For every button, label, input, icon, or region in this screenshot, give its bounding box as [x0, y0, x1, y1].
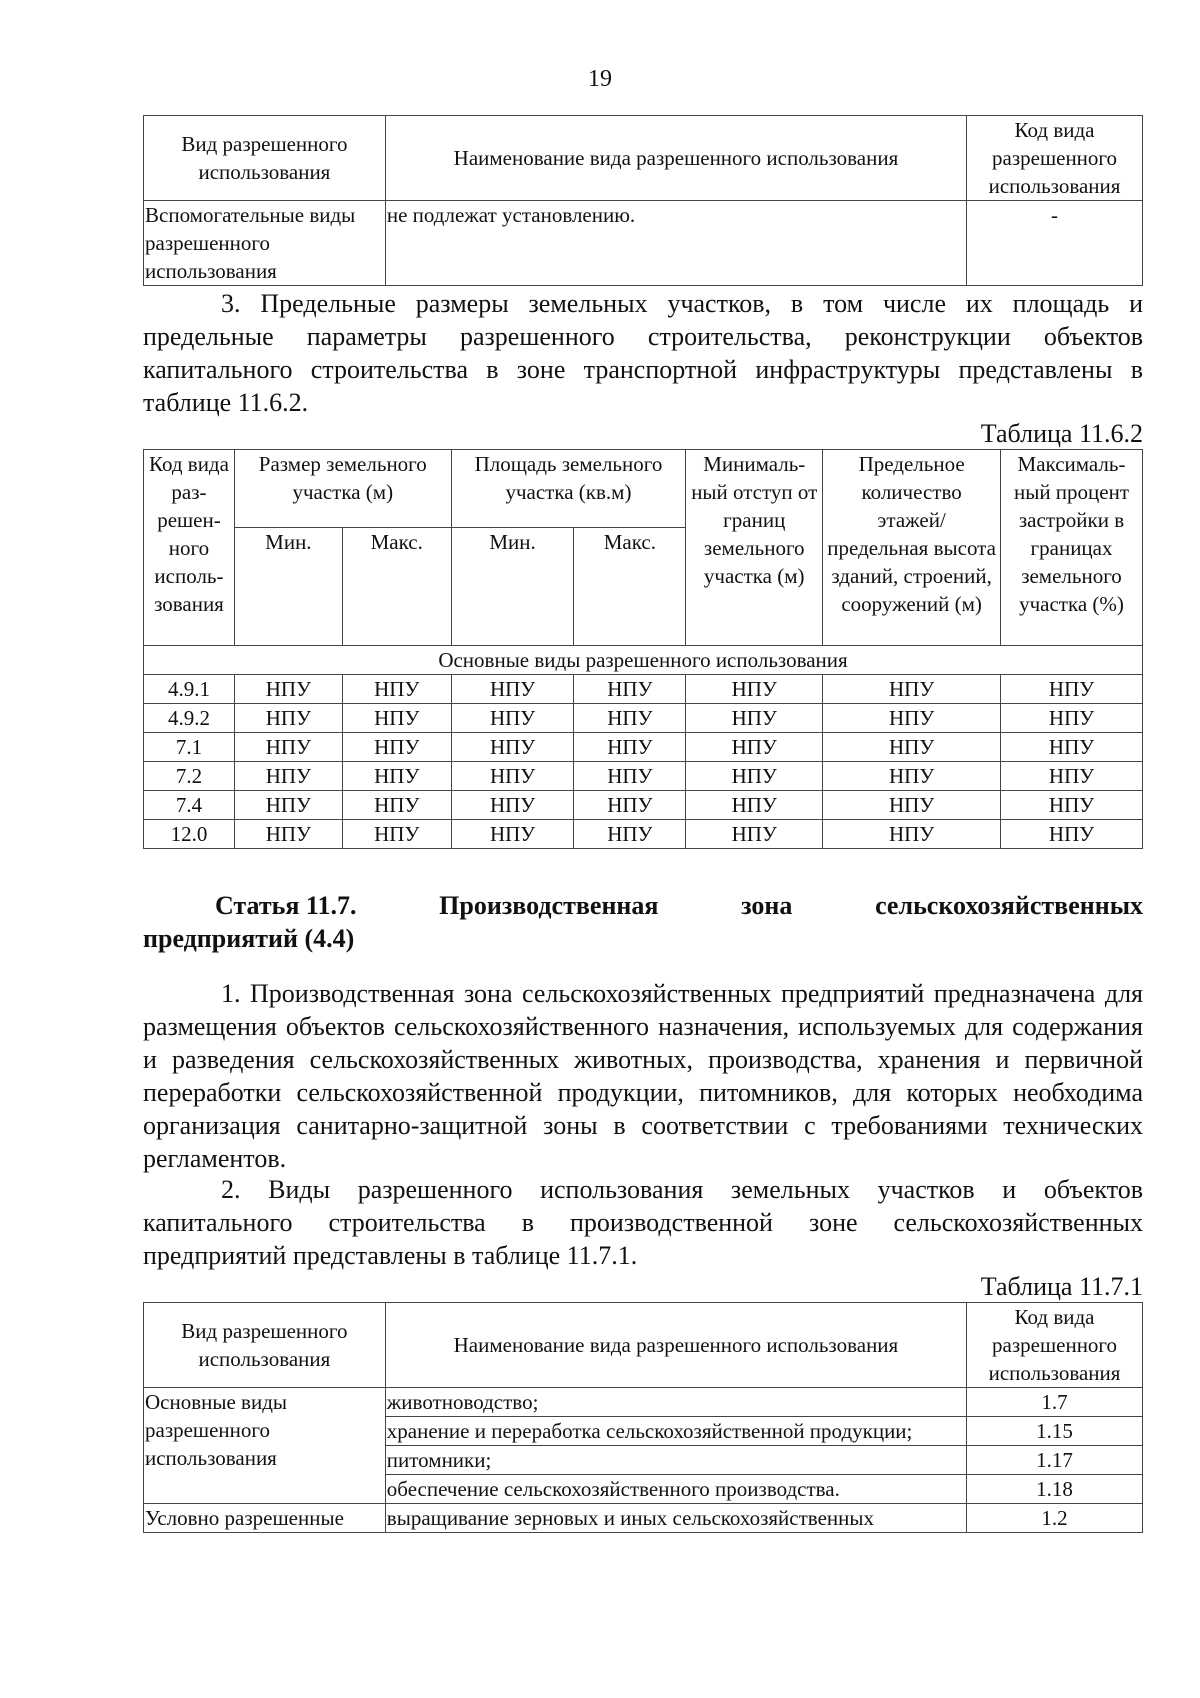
- table-row: [144, 820, 1143, 849]
- t2-cell-code: 4.9.1: [144, 675, 235, 704]
- t2-cell-value: НПУ: [574, 762, 686, 791]
- t2-cell-value: НПУ: [686, 675, 823, 704]
- table-row: [144, 733, 1143, 762]
- t2-header-area-min: Мин.: [451, 528, 574, 646]
- t2-cell-value: НПУ: [1001, 762, 1143, 791]
- t2-cell-value: НПУ: [234, 675, 342, 704]
- t2-cell-value: НПУ: [686, 762, 823, 791]
- t3-row-code: 1.18: [967, 1475, 1143, 1504]
- t2-cell-value: НПУ: [574, 733, 686, 762]
- t3-header-code: Код вида разрешенного использования: [967, 1303, 1143, 1388]
- t2-cell-value: НПУ: [451, 762, 574, 791]
- t2-cell-value: НПУ: [686, 733, 823, 762]
- t3-row-code: 1.17: [967, 1446, 1143, 1475]
- article-heading: [143, 889, 1143, 955]
- t2-cell-code: 7.1: [144, 733, 235, 762]
- t2-header-area-max: Макс.: [574, 528, 686, 646]
- table-11-7-1: [143, 1302, 1143, 1533]
- paragraph-1: 1. Производственная зона сельскохозяйственных предприятий предназначена для размещения объектов сельскохозяйственного назначения, используемых для содержания и разведения сельскохозяйственных животных, производства, хранения и первичной переработки сельскохозяйственной продукции, питомников, для которых необходима организация санитарно-защитной зоны в соответствии с требованиями технических регламентов.: [143, 979, 1143, 1173]
- t2-header-area: Площадь земельного участка (кв.м): [451, 450, 686, 528]
- t2-cell-value: НПУ: [1001, 675, 1143, 704]
- t1-row-name: не подлежат установлению.: [385, 201, 966, 286]
- t1-header-name: Наименование вида разрешенного использования: [385, 116, 966, 201]
- table-continued: [143, 115, 1143, 286]
- t2-cell-value: НПУ: [451, 791, 574, 820]
- t2-cell-value: НПУ: [574, 704, 686, 733]
- table-caption-11-6-2: Таблица 11.6.2: [980, 419, 1143, 448]
- paragraph-3: 3. Предельные размеры земельных участков, в том числе их площадь и предельные параметры разрешенного строительства, реконструкции объектов капитального строительства в зоне транспортной инфраструктуры представлены в таблице 11.6.2.: [143, 289, 1143, 417]
- t2-cell-value: НПУ: [823, 762, 1001, 791]
- t2-header-setback: Минималь-ный отступ от границ земельного участка (м): [686, 450, 823, 646]
- t2-cell-value: НПУ: [574, 675, 686, 704]
- article-heading-word-3: зона: [741, 891, 793, 920]
- table-caption-11-7-1: Таблица 11.7.1: [980, 1272, 1143, 1301]
- t3-row-code: 1.7: [967, 1388, 1143, 1417]
- page-number: 19: [588, 66, 612, 92]
- t3-row-name: хранение и переработка сельскохозяйственной продукции;: [385, 1417, 966, 1446]
- t1-row-type: Вспомогательные виды разрешенного использования: [144, 201, 386, 286]
- t2-cell-value: НПУ: [823, 675, 1001, 704]
- t3-row-name: животноводство;: [385, 1388, 966, 1417]
- t2-cell-value: НПУ: [234, 762, 342, 791]
- t2-cell-value: НПУ: [342, 791, 451, 820]
- t2-cell-value: НПУ: [234, 791, 342, 820]
- t2-cell-value: НПУ: [342, 733, 451, 762]
- t2-cell-value: НПУ: [574, 820, 686, 849]
- t2-header-size: Размер земельного участка (м): [234, 450, 451, 528]
- t2-cell-value: НПУ: [451, 820, 574, 849]
- table-11-6-2: [143, 449, 1143, 849]
- table-row: [144, 762, 1143, 791]
- t2-cell-value: НПУ: [234, 733, 342, 762]
- t2-cell-value: НПУ: [451, 675, 574, 704]
- t2-cell-value: НПУ: [1001, 820, 1143, 849]
- article-heading-word-2: Производственная: [439, 891, 659, 920]
- t3-row-name: обеспечение сельскохозяйственного производства.: [385, 1475, 966, 1504]
- t2-cell-value: НПУ: [686, 820, 823, 849]
- t1-header-type: Вид разрешенного использования: [144, 116, 386, 201]
- t2-header-floors: Предельное количество этажей/ предельная высота зданий, строений, сооружений (м): [823, 450, 1001, 646]
- paragraph-2: 2. Виды разрешенного использования земельных участков и объектов капитального строительства в производственной зоне сельскохозяйственных предприятий представлены в таблице 11.7.1.: [143, 1175, 1143, 1270]
- table-row: [144, 704, 1143, 733]
- t2-cell-value: НПУ: [451, 733, 574, 762]
- t2-cell-value: НПУ: [823, 791, 1001, 820]
- table-row: [144, 675, 1143, 704]
- t2-section-row: Основные виды разрешенного использования: [144, 646, 1143, 675]
- t2-cell-value: НПУ: [234, 704, 342, 733]
- t3-row-code: 1.2: [967, 1504, 1143, 1533]
- article-heading-word-1: Статья 11.7.: [215, 891, 357, 920]
- t2-cell-code: 4.9.2: [144, 704, 235, 733]
- t3-row-name: питомники;: [385, 1446, 966, 1475]
- t2-cell-value: НПУ: [342, 762, 451, 791]
- t2-cell-value: НПУ: [823, 820, 1001, 849]
- article-heading-line-2: предприятий (4.4): [143, 924, 355, 953]
- t3-row-code: 1.15: [967, 1417, 1143, 1446]
- t2-cell-value: НПУ: [574, 791, 686, 820]
- t2-cell-value: НПУ: [342, 675, 451, 704]
- t3-group-main: Основные виды разрешенного использования: [144, 1388, 386, 1504]
- t2-cell-value: НПУ: [1001, 733, 1143, 762]
- t2-cell-code: 7.4: [144, 791, 235, 820]
- article-heading-word-4: сельскохозяйственных: [875, 891, 1143, 920]
- t2-cell-value: НПУ: [823, 704, 1001, 733]
- t2-cell-value: НПУ: [234, 820, 342, 849]
- t2-cell-code: 12.0: [144, 820, 235, 849]
- t2-cell-value: НПУ: [1001, 704, 1143, 733]
- t3-header-type: Вид разрешенного использования: [144, 1303, 386, 1388]
- t2-header-size-min: Мин.: [234, 528, 342, 646]
- t1-header-code: Код вида разрешенного использования: [967, 116, 1143, 201]
- t1-row-code: -: [967, 201, 1143, 286]
- t2-cell-value: НПУ: [342, 704, 451, 733]
- t2-cell-value: НПУ: [451, 704, 574, 733]
- t2-cell-value: НПУ: [342, 820, 451, 849]
- t2-cell-value: НПУ: [823, 733, 1001, 762]
- t2-cell-value: НПУ: [686, 704, 823, 733]
- t2-cell-code: 7.2: [144, 762, 235, 791]
- t3-row-name: выращивание зерновых и иных сельскохозяйственных: [385, 1504, 966, 1533]
- t3-group-conditional: Условно разрешенные: [144, 1504, 386, 1533]
- t2-header-size-max: Макс.: [342, 528, 451, 646]
- t2-cell-value: НПУ: [1001, 791, 1143, 820]
- t3-header-name: Наименование вида разрешенного использования: [385, 1303, 966, 1388]
- t2-header-percent: Максималь-ный процент застройки в границах земельного участка (%): [1001, 450, 1143, 646]
- t2-header-code: Код вида раз-решен-ного исполь-зования: [144, 450, 235, 646]
- table-row: [144, 791, 1143, 820]
- t2-cell-value: НПУ: [686, 791, 823, 820]
